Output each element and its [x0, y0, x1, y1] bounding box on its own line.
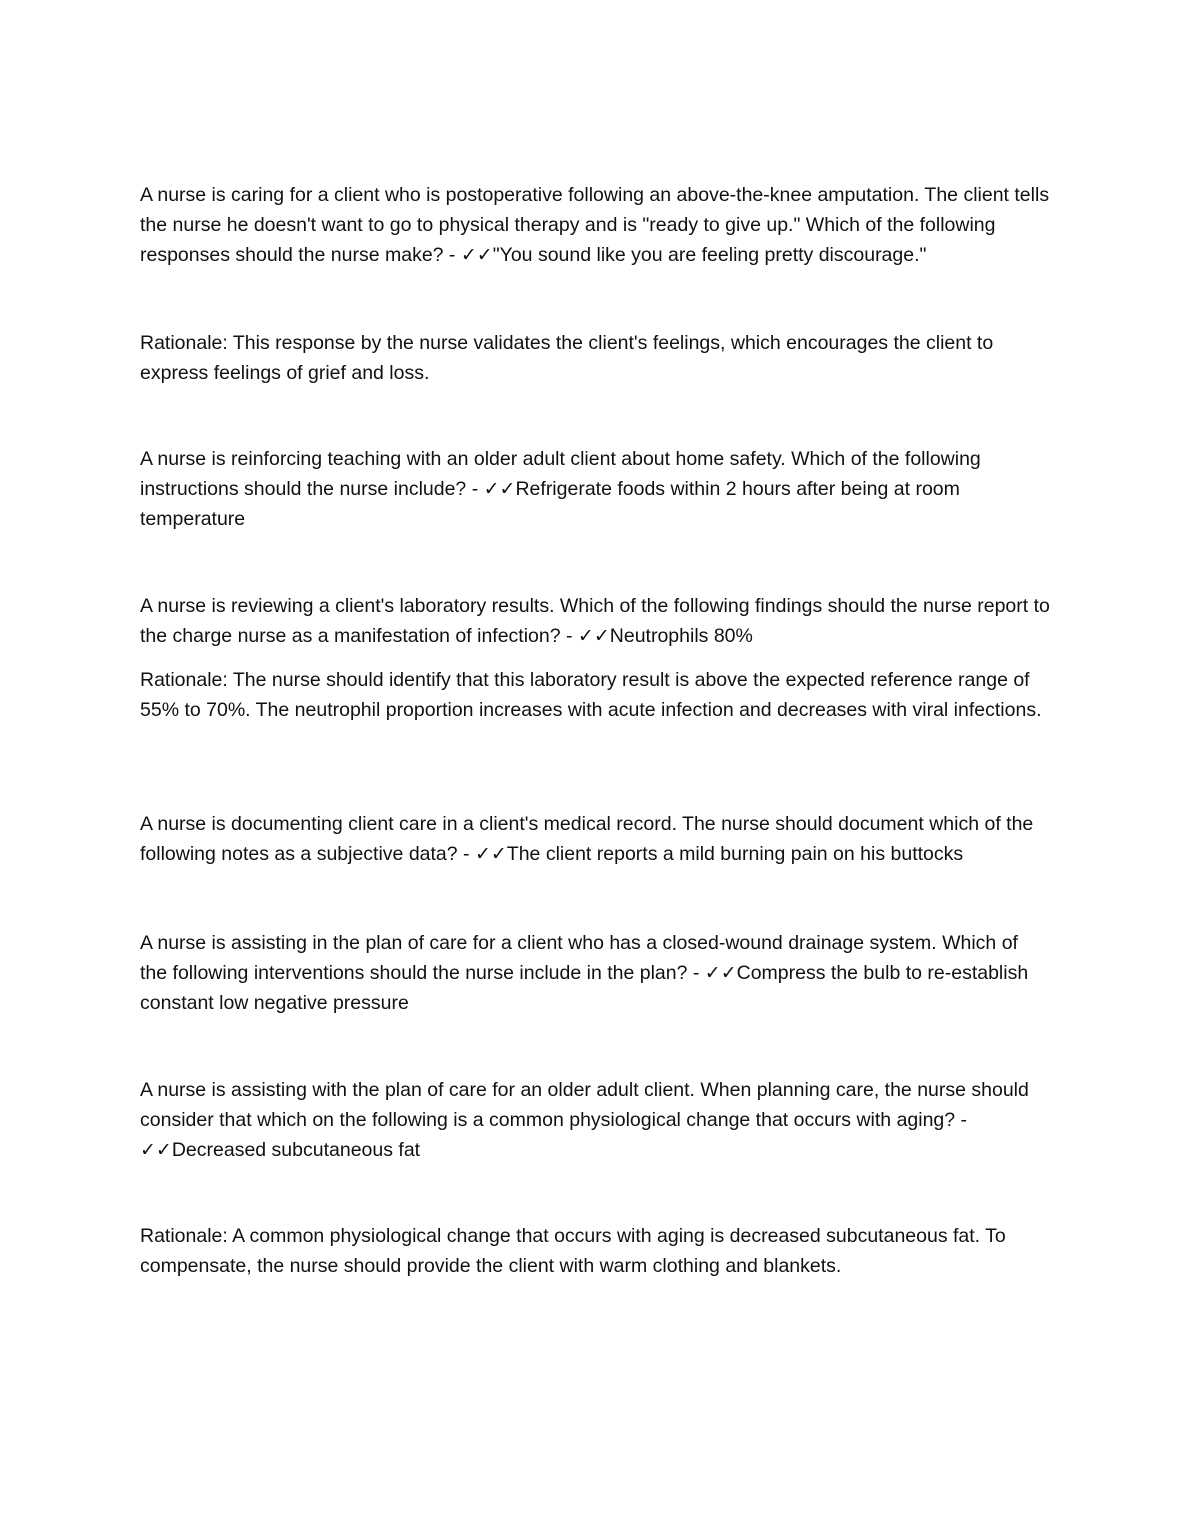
question-2-answer: Refrigerate foods within 2 hours after being at room temperature — [140, 478, 960, 530]
question-3-answer: Neutrophils 80% — [609, 625, 753, 647]
question-3 — [140, 591, 1050, 651]
question-1 — [140, 180, 1050, 270]
question-2 — [140, 444, 1050, 534]
double-check-icon: ✓✓ — [460, 244, 493, 266]
rationale-1: Rationale: This response by the nurse validates the client's feelings, which encourages the client to express feelings of grief and loss. — [140, 332, 994, 384]
rationale-2: Rationale: The nurse should identify that this laboratory result is above the expected reference range of 55% to 70%. The neutrophil proportion increases with acute infection and decreases with viral infections. — [140, 669, 1042, 721]
rationale-3: Rationale: A common physiological change that occurs with aging is decreased subcutaneous fat. To compensate, the nurse should provide the client with warm clothing and blankets. — [140, 1225, 1006, 1277]
double-check-icon: ✓✓ — [140, 1139, 172, 1161]
question-6-answer: Decreased subcutaneous fat — [171, 1139, 421, 1161]
question-4 — [140, 809, 1050, 869]
question-5-answer: Compress the bulb to re-establish constant low negative pressure — [140, 962, 1029, 1014]
question-5-text: A nurse is assisting in the plan of care for a client who has a closed-wound drainage system. Which of the following interventions should the nurse include in the plan? - — [140, 932, 1018, 984]
question-6 — [140, 1075, 1050, 1165]
double-check-icon: ✓✓ — [577, 625, 610, 647]
double-check-icon: ✓✓ — [474, 843, 507, 865]
question-2-text: A nurse is reinforcing teaching with an older adult client about home safety. Which of the following instructions should the nurse include? - — [140, 448, 981, 500]
double-check-icon: ✓✓ — [704, 962, 737, 984]
double-check-icon: ✓✓ — [483, 478, 516, 500]
question-3-text: A nurse is reviewing a client's laboratory results. Which of the following findings should the nurse report to the charge nurse as a manifestation of infection? - — [140, 595, 1050, 647]
question-1-answer: "You sound like you are feeling pretty discourage." — [492, 244, 927, 266]
question-1-text: A nurse is caring for a client who is postoperative following an above-the-knee amputation. The client tells the nurse he doesn't want to go to physical therapy and is "ready to give up." Which of the following responses should the nurse make? - — [140, 184, 1050, 266]
question-4-text: A nurse is documenting client care in a client's medical record. The nurse should document which of the following notes as a subjective data? - — [140, 813, 1034, 865]
question-6-text: A nurse is assisting with the plan of care for an older adult client. When planning care, the nurse should consider that which on the following is a common physiological change that occurs with aging? - — [140, 1079, 1029, 1131]
question-4-answer: The client reports a mild burning pain on his buttocks — [506, 843, 964, 865]
question-5 — [140, 928, 1050, 1018]
